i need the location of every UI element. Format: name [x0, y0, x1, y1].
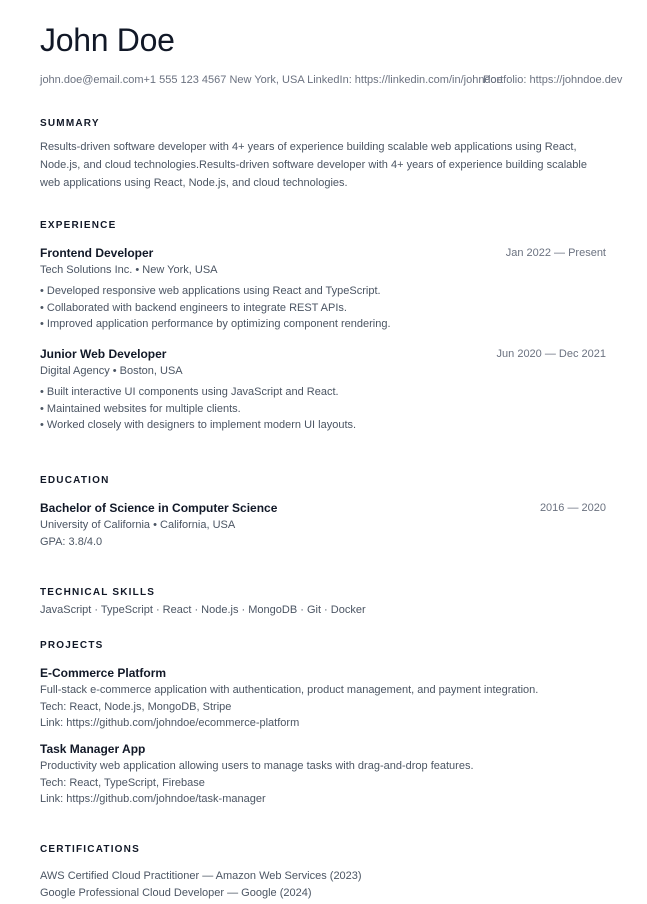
job-title: Junior Web Developer: [40, 347, 167, 361]
contact-portfolio: Portfolio: https://johndoe.dev: [483, 74, 623, 86]
section-title-certifications: CERTIFICATIONS: [40, 844, 140, 855]
section-title-skills: TECHNICAL SKILLS: [40, 587, 156, 598]
degree-title: Bachelor of Science in Computer Science: [40, 501, 278, 515]
section-title-projects: PROJECTS: [40, 640, 104, 651]
certification-list: [40, 868, 362, 901]
job-company: Digital Agency • Boston, USA: [40, 365, 183, 377]
project-link: Link: https://github.com/johndoe/ecommerce-platform: [40, 717, 300, 729]
skills-list: JavaScript · TypeScript · React · Node.js · MongoDB · Git · Docker: [40, 604, 366, 616]
gpa: GPA: 3.8/4.0: [40, 536, 103, 548]
candidate-name: John Doe: [40, 22, 175, 58]
project-description: Productivity web application allowing users to manage tasks with drag-and-drop features.: [40, 760, 474, 772]
job-bullet: • Developed responsive web applications using React and TypeScript.: [40, 285, 381, 297]
job-bullet: • Built interactive UI components using JavaScript and React.: [40, 386, 339, 398]
project-name: Task Manager App: [40, 742, 146, 756]
section-title-summary: SUMMARY: [40, 118, 100, 129]
project-tech: Tech: React, Node.js, MongoDB, Stripe: [40, 700, 232, 713]
summary-text: Results-driven software developer with 4+ years of experience building scalable web applications using React, Node.js, and cloud technologies.Results-driven software developer with 4+ years of experience building scalable web applications using React, Node.js, and cloud technologies.: [40, 141, 587, 189]
job-company: Tech Solutions Inc. • New York, USA: [40, 264, 218, 276]
school-name: University of California • California, USA: [40, 519, 236, 531]
project-link: Link: https://github.com/johndoe/task-manager: [40, 793, 266, 805]
job-entry: [40, 245, 606, 333]
project-tech: Tech: React, TypeScript, Firebase: [40, 776, 205, 789]
job-bullets: [40, 283, 606, 333]
job-dates: Jan 2022 — Present: [505, 247, 606, 259]
project-entry: [40, 665, 606, 732]
job-dates: Jun 2020 — Dec 2021: [496, 348, 606, 360]
job-bullets: [40, 384, 606, 434]
section-title-experience: EXPERIENCE: [40, 220, 117, 231]
certification-item: AWS Certified Cloud Practitioner — Amazon Web Services (2023): [40, 870, 362, 882]
job-bullet: • Collaborated with backend engineers to integrate REST APIs.: [40, 301, 347, 314]
job-entry: [40, 346, 606, 434]
job-bullet: • Maintained websites for multiple clients.: [40, 402, 241, 415]
education-entry: [40, 500, 606, 550]
education-dates: 2016 — 2020: [539, 502, 606, 514]
contact-email: john.doe@email.com: [40, 74, 144, 86]
contact-location: New York, USA: [229, 74, 305, 86]
certification-item: Google Professional Cloud Developer — Google (2024): [40, 886, 312, 899]
section-title-education: EDUCATION: [40, 475, 110, 486]
job-title: Frontend Developer: [40, 246, 154, 260]
contact-linkedin: LinkedIn: https://linkedin.com/in/johndoe: [307, 74, 503, 86]
contact-phone: +1 555 123 4567: [143, 74, 227, 86]
project-name: E-Commerce Platform: [40, 666, 167, 680]
job-bullet: • Worked closely with designers to implement modern UI layouts.: [40, 419, 357, 431]
project-description: Full-stack e-commerce application with authentication, product management, and payment integration.: [40, 684, 539, 696]
contact-line: [40, 74, 623, 86]
project-entry: [40, 741, 606, 808]
job-bullet: • Improved application performance by optimizing component rendering.: [40, 318, 391, 330]
